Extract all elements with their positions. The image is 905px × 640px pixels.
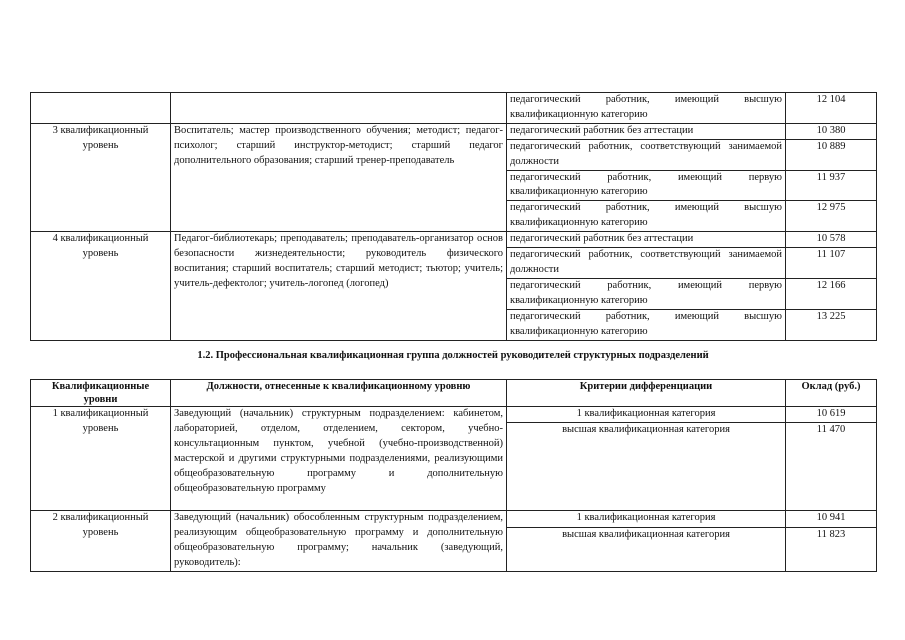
header-positions: Должности, отнесенные к квалификационному уровню <box>171 380 507 407</box>
criterion-cell: 1 квалификационная категория <box>507 407 786 423</box>
section-title: 1.2. Профессиональная квалификационная группа должностей руководителей структурных подразделений <box>197 350 709 361</box>
criterion-cell: педагогический работник, имеющий высшую квалификационную категорию <box>507 309 786 340</box>
salary-cell: 12 104 <box>786 93 877 124</box>
salary-cell: 10 578 <box>786 232 877 248</box>
salary-cell: 11 823 <box>786 527 877 571</box>
table-row <box>31 123 877 139</box>
criterion-cell: педагогический работник, соответствующий занимаемой должности <box>507 139 786 170</box>
positions-text: Заведующий (начальник) обособленным структурным подразделением, реализующим общеобразовательную программу и дополнительную общеобразовательную программу; начальник (заведующий, руководитель): <box>174 512 503 568</box>
salary-cell: 10 380 <box>786 123 877 139</box>
criterion-cell: педагогический работник без аттестации <box>507 123 786 139</box>
salary-table-continued <box>30 92 877 341</box>
positions-cell <box>171 511 507 572</box>
criterion-cell <box>507 93 786 124</box>
header-levels: Квалификационные уровни <box>31 380 171 407</box>
criterion-cell: высшая квалификационная категория <box>507 527 786 571</box>
criterion-cell: высшая квалификационная категория <box>507 423 786 511</box>
level-cell: 1 квалификационный уровень <box>31 407 171 511</box>
table-row <box>31 232 877 248</box>
positions-text: Педагог-библиотекарь; преподаватель; преподаватель-организатор основ безопасности жизнедеятельности; руководитель физического воспитания; старший воспитатель; старший методист; тьютор; учитель; учитель-дефектолог; учитель-логопед (логопед) <box>174 233 503 289</box>
salary-cell: 12 166 <box>786 278 877 309</box>
salary-cell: 10 941 <box>786 511 877 528</box>
table-row <box>31 93 877 124</box>
salary-cell: 11 937 <box>786 170 877 201</box>
criterion-cell: педагогический работник без аттестации <box>507 232 786 248</box>
level-cell <box>31 93 171 124</box>
table-row <box>31 511 877 528</box>
criterion-cell: педагогический работник, имеющий первую квалификационную категорию <box>507 278 786 309</box>
header-salary: Оклад (руб.) <box>786 380 877 407</box>
managers-salary-table <box>30 379 877 572</box>
positions-cell <box>171 93 507 124</box>
header-criteria: Критерии дифференциации <box>507 380 786 407</box>
table-header-row <box>31 380 877 407</box>
criterion-cell: 1 квалификационная категория <box>507 511 786 528</box>
positions-cell <box>171 123 507 231</box>
criterion-cell: педагогический работник, имеющий высшую квалификационную категорию <box>507 201 786 232</box>
positions-text: Воспитатель; мастер производственного обучения; методист; педагог-психолог; старший инструктор-методист; старший педагог дополнительного образования; старший тренер-преподаватель <box>174 124 503 166</box>
level-cell: 4 квалификационный уровень <box>31 232 171 340</box>
salary-cell: 12 975 <box>786 201 877 232</box>
level-cell: 2 квалификационный уровень <box>31 511 171 572</box>
positions-cell <box>171 232 507 340</box>
level-cell: 3 квалификационный уровень <box>31 123 171 231</box>
salary-cell: 11 107 <box>786 248 877 279</box>
salary-cell: 13 225 <box>786 309 877 340</box>
table-row <box>31 407 877 423</box>
salary-cell: 10 889 <box>786 139 877 170</box>
criterion-cell: педагогический работник, имеющий первую квалификационную категорию <box>507 170 786 201</box>
salary-cell: 11 470 <box>786 423 877 511</box>
positions-cell <box>171 407 507 511</box>
positions-text: Заведующий (начальник) структурным подразделением: кабинетом, лабораторией, отделом, отделением, сектором, учебно-консультационным пунктом, учебной (учебно-производственной) мастерской и другими структурными подразделениями, реализующими общеобразовательную программу и дополнительную общеобразовательную программу <box>174 408 503 494</box>
salary-cell: 10 619 <box>786 407 877 423</box>
criterion-text: педагогический работник, имеющий высшую квалификационную категорию <box>510 94 782 120</box>
criterion-cell: педагогический работник, соответствующий занимаемой должности <box>507 248 786 279</box>
